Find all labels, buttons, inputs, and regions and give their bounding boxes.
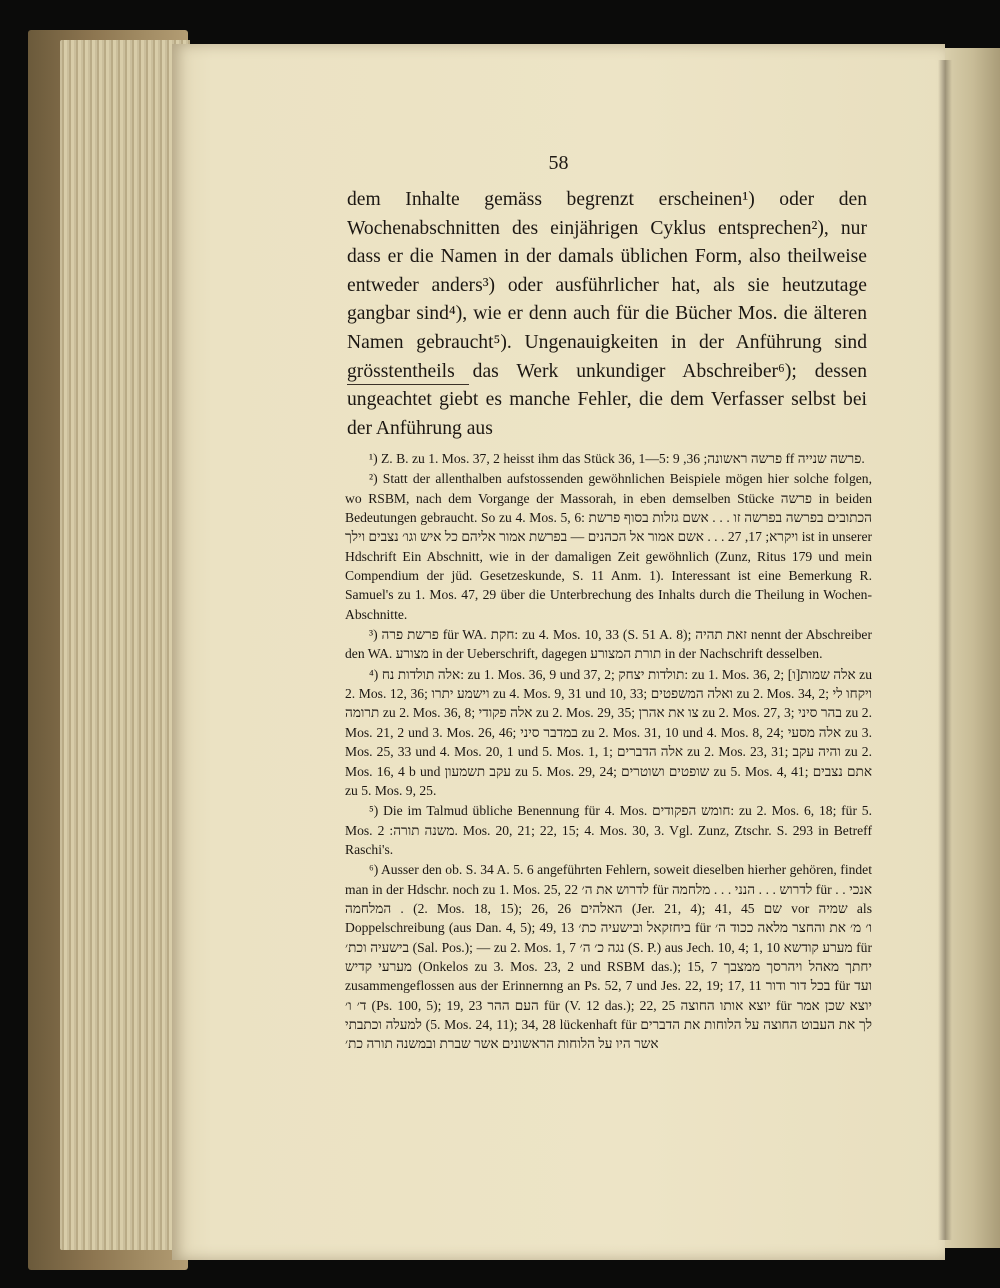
page-stack-right xyxy=(945,48,1000,1248)
gutter-shadow xyxy=(938,60,952,1240)
page-stack-left xyxy=(60,40,190,1250)
footnotes xyxy=(345,449,872,1055)
footnote-1: ¹) Z. B. zu 1. Mos. 37, 2 heisst ihm das Stück 36, 1—5: פרשה ראשונה; 36, 9 ff פרשה שנייה. xyxy=(369,451,865,466)
footnote-3: ³) פרשת פרה für WA. חקת: zu 4. Mos. 10, 33 (S. 51 A. 8); זאת תהיה nennt der Abschreiber den WA. מצורע in der Ueberschrift, dagegen תורת המצורע in der Nachschrift desselben. xyxy=(345,627,872,662)
footnote-5: ⁵) Die im Talmud übliche Benennung für 4. Mos. חומש הפקודים: zu 2. Mos. 6, 18; für 5. Mos. משנה תורה: 2. Mos. 20, 21; 22, 15; 4. Mos. 30, 3. Vgl. Zunz, Ztschr. S. 293 in Betreff Raschi's. xyxy=(345,803,872,857)
footnote-divider xyxy=(347,384,469,385)
footnote-2: ²) Statt der allenthalben aufstossenden gewöhnlichen Beispiele mögen hier solche folgen, wo RSBM, nach dem Vorgange der Massorah, in eben demselben Stücke פרשה in beiden Bedeutungen gebraucht. So zu 4. Mos. 5, 6: הכתובים בפרשה בפרשה זו . . . אשם גזלות בסוף פרשת ויקרא; 17, 27 . . . אשם אמור אל הכהנים — בפרשת אמור אליהם כל איש וגו׳ נצבים וילך ist in unserer Hdschrift Ein Abschnitt, wie in der damaligen Zeit gewöhnlich (Zunz, Ritus 179 und mein Compendium der jüd. Gesetzeskunde, S. 11 Anm. 1). Interessant ist eine Bemerkung R. Samuel's zu 1. Mos. 47, 29 über die Unterbrechung des Inhalts durch die Theilung in Wochen-Abschnitte. xyxy=(345,471,872,622)
book-page xyxy=(172,44,945,1260)
main-paragraph: dem Inhalte gemäss begrenzt erscheinen¹) oder den Wochenabschnitten des einjährigen Cyklus entsprechen²), nur dass er die Namen in der damals üblichen Form, also theilweise entweder anders³) oder ausführlicher hat, als sie heutzutage gangbar sind⁴), wie er denn auch für die Bücher Mos. die älteren Namen gebraucht⁵). Ungenauigkeiten in der Anführung sind grösstentheils das Werk unkundiger Abschreiber⁶); dessen ungeachtet giebt es manche Fehler, die dem Verfasser selbst bei der Anführung aus xyxy=(347,189,867,439)
footnote-4: ⁴) אלה תולדות נח: zu 1. Mos. 36, 9 und 37, 2; תולדות יצחק: zu 1. Mos. 36, 2; [ו]אלה שמות zu 2. Mos. 12, 36; וישמע יתרו zu 4. Mos. 9, 31 und 10, 33; ואלה המשפטים zu 2. Mos. 34, 2; ויקחו לי תרומה zu 2. Mos. 36, 8; אלה פקודי zu 2. Mos. 29, 35; צו את אהרן zu 2. Mos. 27, 3; בהר סיני zu 2. Mos. 21, 2 und 3. Mos. 26, 46; במדבר סיני zu 2. Mos. 31, 10 und 4. Mos. 8, 24; אלה מסעי zu 3. Mos. 25, 33 und 4. Mos. 20, 1 und 5. Mos. 1, 1; אלה הדברים zu 2. Mos. 23, 31; והיה עקב zu 2. Mos. 16, 4 b und עקב תשמעון zu 5. Mos. 29, 24; שופטים ושוטרים zu 5. Mos. 4, 41; אתם נצבים zu 5. Mos. 9, 25. xyxy=(345,666,873,798)
page-number: 58 xyxy=(548,152,569,174)
footnote-6: ⁶) Ausser den ob. S. 34 A. 5. 6 angeführten Fehlern, soweit dieselben hierher gehören, findet man in der Hdschr. noch zu 1. Mos. 25, 22 לדרוש את ה׳ für לדרוש . . . הנני . . . מלחמה für אנכי . . . המלחמה (2. Mos. 18, 15); 26, 26 האלהים (Jer. 21, 4); 41, 45 שם vor שמיה als Doppelschreibung (aus Dan. 4, 5); 49, 13 ביחזקאל ובישעיה כת׳ für ו׳ מ׳ את והחצר מלאה ככוד ה׳ בישעיה וכת׳ (Sal. Pos.); — zu 2. Mos. 1, 7 נגה כ׳ ה׳ (S. P.) aus Jech. 10, 4; 1, 10 מערע קודשא für מערעי קדיש (Onkelos zu 3. Mos. 23, 2 und RSBM das.); 15, 7 יחתך מאהל ויהרסך ממצבך zusammengeflossen aus der Erinnernng an Ps. 52, 7 und Jes. 22, 19; 17, 11 בכל דור ודור für ועד ד׳ ו׳ (Ps. 100, 5); 19, 23 העם ההר für (V. 12 das.); 22, 25 יוצא אותו החוצה für יוצא שכן אמר למעלה וכתבתי (5. Mos. 24, 11); 34, 28 lückenhaft für לך את העבוט החוצה על הלוחות את הדברים אשר היו על הלוחות הראשונים אשר שברת ובמשנה תורה כת׳ xyxy=(345,862,873,1052)
